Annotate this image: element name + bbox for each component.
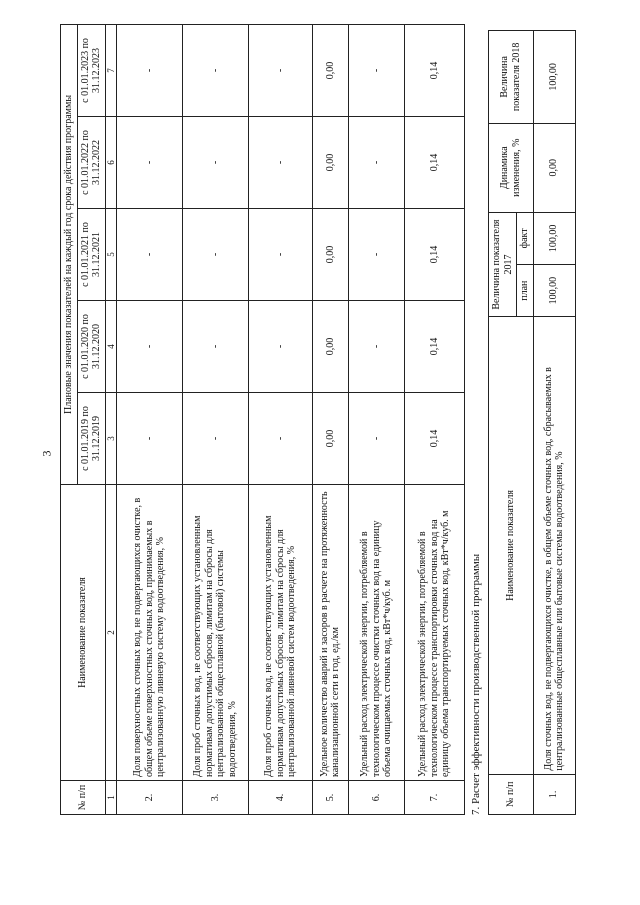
table2-header-row xyxy=(489,31,517,815)
period-header: с 01.01.2020 по 31.12.2020 xyxy=(77,301,105,393)
column-index: 2 xyxy=(105,485,116,781)
column-index: 7 xyxy=(105,24,116,116)
indicator-value: - xyxy=(182,209,248,301)
indicator-value: - xyxy=(182,393,248,485)
table-row xyxy=(404,24,464,814)
indicator-value: 0,00 xyxy=(312,209,348,301)
dynamics-value: 0,00 xyxy=(533,123,575,212)
indicator-value: - xyxy=(182,24,248,116)
indicator-value: - xyxy=(348,393,404,485)
indicator-name: Доля проб сточных вод, не соответствующих установленным нормативам допустимых сбросов, лимитам на сбросы для централизованной ливневой систем водоотведения, % xyxy=(248,485,312,781)
indicator-name: Доля сточных вод, не подвергающихся очистке, в общем объеме сточных вод, сбрасываемых в централизованные общесплавные или бытовые системы водоотведения, % xyxy=(533,317,575,774)
indicator-name: Удельный расход электрической энергии, потребляемой в технологическом процессе транспортировки сточных вод на единицу объема транспортируемых сточных вод, кВт*ч/куб. м xyxy=(404,485,464,781)
row-num: 3. xyxy=(182,781,248,815)
section-7-title: 7. Расчет эффективности производственной программы xyxy=(470,553,482,815)
table-row xyxy=(312,24,348,814)
value-2018-header: Величина показателя 2018 xyxy=(489,31,534,124)
indicator-value: 0,00 xyxy=(312,301,348,393)
plan-values-header: Плановые значения показателей на каждый год срока действия программы xyxy=(61,24,78,484)
indicator-value: 0,00 xyxy=(312,393,348,485)
indicator-value: - xyxy=(116,117,182,209)
indicator-value: 0,14 xyxy=(404,393,464,485)
indicator-value: - xyxy=(116,301,182,393)
row-num: 4. xyxy=(248,781,312,815)
target-indicators-table xyxy=(60,24,465,815)
indicator-value: 0,14 xyxy=(404,301,464,393)
row-num: 7. xyxy=(404,781,464,815)
row-num: 6. xyxy=(348,781,404,815)
row-num: 1. xyxy=(533,774,575,814)
indicator-value: - xyxy=(248,24,312,116)
indicator-value: - xyxy=(348,301,404,393)
indicator-value: - xyxy=(116,393,182,485)
indicator-value: 0,00 xyxy=(312,24,348,116)
indicator-value: - xyxy=(116,209,182,301)
col-num-header: № п/п xyxy=(61,781,106,815)
table-row xyxy=(533,31,575,815)
indicator-name: Удельное количество аварий и засоров в расчете на протяженность канализационной сети в год, ед./км xyxy=(312,485,348,781)
period-header: с 01.01.2021 по 31.12.2021 xyxy=(77,209,105,301)
table-row xyxy=(116,24,182,814)
indicator-value: - xyxy=(348,24,404,116)
value-2018: 100,00 xyxy=(533,31,575,124)
indicator-value: - xyxy=(248,301,312,393)
column-index: 6 xyxy=(105,117,116,209)
indicator-name: Доля проб сточных вод, не соответствующих установленным нормативам допустимых сбросов, лимитам на сбросы для централизованной общесплавной (бытовой) системы водоотведения, % xyxy=(182,485,248,781)
plan-header: план xyxy=(517,265,534,317)
column-index: 1 xyxy=(105,781,116,815)
col-name-header: Наименование показателя xyxy=(61,485,106,781)
col-name-header: Наименование показателя xyxy=(489,317,534,774)
indicator-value: 0,00 xyxy=(312,117,348,209)
indicator-name: Удельный расход электрической энергии, потребляемой в технологическом процессе очистки сточных вод на единицу объема очищаемых сточных вод, кВт*ч/куб. м xyxy=(348,485,404,781)
indicator-value: 0,14 xyxy=(404,24,464,116)
table1-header-row xyxy=(61,24,78,814)
table-row xyxy=(182,24,248,814)
column-index: 3 xyxy=(105,393,116,485)
indicator-value: - xyxy=(348,117,404,209)
indicator-value: - xyxy=(248,209,312,301)
dynamics-header: Динамика изменения, % xyxy=(489,123,534,212)
fact-header: факт xyxy=(517,212,534,264)
indicator-value: - xyxy=(116,24,182,116)
period-header: с 01.01.2023 по 31.12.2023 xyxy=(77,24,105,116)
period-header: с 01.01.2019 по 31.12.2019 xyxy=(77,393,105,485)
indicator-value: - xyxy=(348,209,404,301)
indicator-value: - xyxy=(248,393,312,485)
table-row xyxy=(348,24,404,814)
indicator-value: - xyxy=(248,117,312,209)
column-index: 4 xyxy=(105,301,116,393)
fact-value: 100,00 xyxy=(533,212,575,264)
col-num-header: № п/п xyxy=(489,774,534,814)
plan-value: 100,00 xyxy=(533,265,575,317)
period-header: с 01.01.2022 по 31.12.2022 xyxy=(77,117,105,209)
column-index-row xyxy=(105,24,116,814)
value-2017-header: Величина показателя 2017 xyxy=(489,212,517,317)
row-num: 2. xyxy=(116,781,182,815)
indicator-value: 0,14 xyxy=(404,117,464,209)
table-row xyxy=(248,24,312,814)
row-num: 5. xyxy=(312,781,348,815)
column-index: 5 xyxy=(105,209,116,301)
page-number: 3 xyxy=(39,450,54,457)
efficiency-table xyxy=(488,30,576,815)
indicator-value: - xyxy=(182,117,248,209)
indicator-value: - xyxy=(182,301,248,393)
indicator-value: 0,14 xyxy=(404,209,464,301)
indicator-name: Доля поверхностных сточных вод, не подвергающихся очистке, в общем объеме поверхностных сточных вод, принимаемых в централизованную ливневую систему водоотведения, % xyxy=(116,485,182,781)
